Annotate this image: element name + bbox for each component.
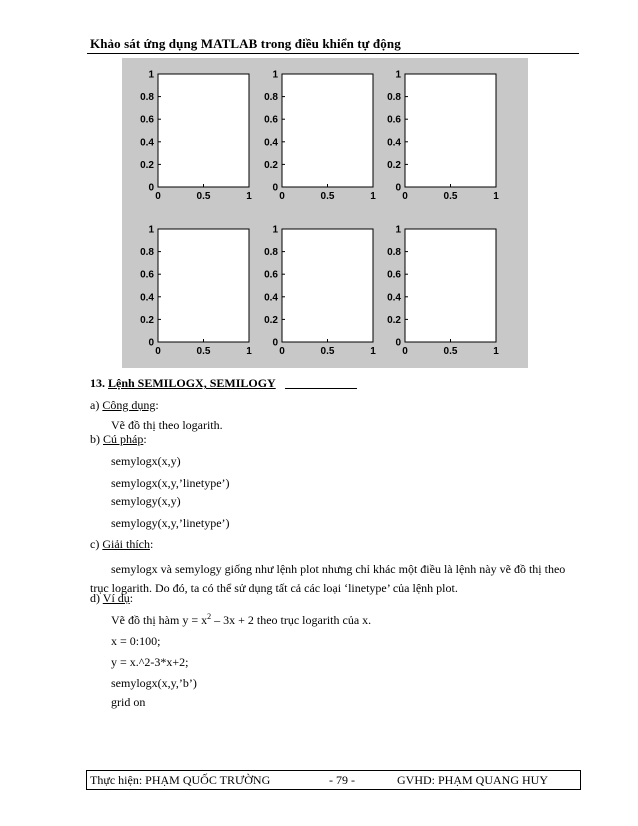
subplot-axes	[405, 229, 496, 342]
x-tick-label: 0.5	[443, 191, 458, 202]
y-tick-label: 0	[395, 337, 401, 349]
label-a: a) Công dụng:	[90, 398, 159, 412]
y-tick-label: 0.8	[387, 92, 401, 104]
x-tick-label: 0.5	[443, 346, 458, 357]
y-tick-label: 0.6	[140, 269, 154, 281]
y-tick-label: 0.2	[264, 159, 278, 171]
y-tick-label: 0.8	[264, 92, 278, 104]
y-tick-label: 1	[395, 69, 401, 81]
subplot-axes	[158, 74, 249, 187]
x-tick-label: 0	[402, 346, 408, 357]
footer-author: Thực hiện: PHẠM QUỐC TRƯỜNG	[90, 773, 271, 787]
y-tick-label: 0.4	[140, 292, 154, 304]
code-line: grid on	[111, 695, 146, 709]
page-header-title: Khảo sát ứng dụng MATLAB trong điều khiển tự động	[90, 36, 401, 51]
x-tick-label: 0	[279, 346, 285, 357]
syntax-line: semylogx(x,y,’linetype’)	[111, 476, 230, 490]
footer-advisor: GVHD: PHẠM QUANG HUY	[397, 773, 549, 787]
section-heading	[90, 376, 276, 391]
label-b: b) Cú pháp:	[90, 432, 147, 446]
subplot-axes	[282, 229, 373, 342]
d-intro: Vẽ đồ thị hàm $y = x^2 - 3x + 2$ theo trục logarith của x.	[111, 612, 372, 627]
header-rule	[87, 53, 579, 54]
y-tick-label: 0.6	[387, 114, 401, 126]
y-tick-label: 0.8	[264, 247, 278, 259]
y-tick-label: 0.4	[140, 137, 154, 149]
x-tick-label: 1	[370, 191, 376, 202]
y-tick-label: 1	[272, 69, 278, 81]
x-tick-label: 1	[246, 346, 252, 357]
y-tick-label: 0.8	[387, 247, 401, 259]
section-number: 13.	[90, 376, 105, 390]
heading-rule	[285, 388, 357, 389]
subplot-axes	[405, 74, 496, 187]
label-c: c) Giải thích:	[90, 537, 154, 551]
subplot-axes	[158, 229, 249, 342]
page-footer	[86, 770, 581, 790]
y-tick-label: 0.6	[264, 114, 278, 126]
code-line: semylogx(x,y,’b’)	[111, 676, 197, 690]
x-tick-label: 0.5	[320, 191, 335, 202]
y-tick-label: 0	[395, 182, 401, 194]
x-tick-label: 1	[493, 191, 499, 202]
y-tick-label: 0.2	[140, 314, 154, 326]
y-tick-label: 0.4	[387, 292, 401, 304]
y-tick-label: 0	[272, 182, 278, 194]
y-tick-label: 0.2	[387, 159, 401, 171]
y-tick-label: 0	[148, 182, 154, 194]
x-tick-label: 0	[155, 191, 161, 202]
x-tick-label: 0.5	[320, 346, 335, 357]
c-paragraph: semylogx và semylogy giống như lệnh plot nhưng chỉ khác một điều là lệnh này vẽ đồ thị theo trục logarith. Do đó, ta có thể sử dụng tất cả các loại ‘linetype’ của lệnh plot.	[90, 562, 566, 595]
x-tick-label: 0	[155, 346, 161, 357]
y-tick-label: 1	[395, 224, 401, 236]
y-tick-label: 1	[148, 69, 154, 81]
x-tick-label: 0	[402, 191, 408, 202]
section-title: Lệnh SEMILOGX, SEMILOGY	[108, 376, 276, 390]
y-tick-label: 0	[272, 337, 278, 349]
syntax-line: semylogy(x,y)	[111, 494, 181, 508]
x-tick-label: 1	[246, 191, 252, 202]
x-tick-label: 1	[370, 346, 376, 357]
x-tick-label: 0.5	[196, 346, 211, 357]
y-tick-label: 0	[148, 337, 154, 349]
x-tick-label: 0	[279, 191, 285, 202]
y-tick-label: 0.8	[140, 247, 154, 259]
a-text: Vẽ đồ thị theo logarith.	[111, 418, 223, 432]
y-tick-label: 0.6	[264, 269, 278, 281]
y-tick-label: 0.6	[140, 114, 154, 126]
y-tick-label: 0.2	[264, 314, 278, 326]
subplot-figure	[122, 58, 528, 368]
label-d: d) Ví dụ:	[90, 591, 134, 605]
y-tick-label: 0.6	[387, 269, 401, 281]
x-tick-label: 0.5	[196, 191, 211, 202]
code-line: y = x.^2-3*x+2;	[111, 655, 189, 669]
x-tick-label: 1	[493, 346, 499, 357]
y-tick-label: 1	[148, 224, 154, 236]
subplot-grid-svg	[122, 58, 528, 368]
y-tick-label: 0.4	[264, 137, 278, 149]
y-tick-label: 0.8	[140, 92, 154, 104]
y-tick-label: 0.2	[140, 159, 154, 171]
y-tick-label: 0.4	[387, 137, 401, 149]
syntax-line: semylogy(x,y,’linetype’)	[111, 516, 230, 530]
y-tick-label: 0.4	[264, 292, 278, 304]
y-tick-label: 1	[272, 224, 278, 236]
footer-page-number: - 79 -	[329, 773, 355, 787]
y-tick-label: 0.2	[387, 314, 401, 326]
code-line: x = 0:100;	[111, 634, 161, 648]
subplot-axes	[282, 74, 373, 187]
syntax-line: semylogx(x,y)	[111, 454, 181, 468]
